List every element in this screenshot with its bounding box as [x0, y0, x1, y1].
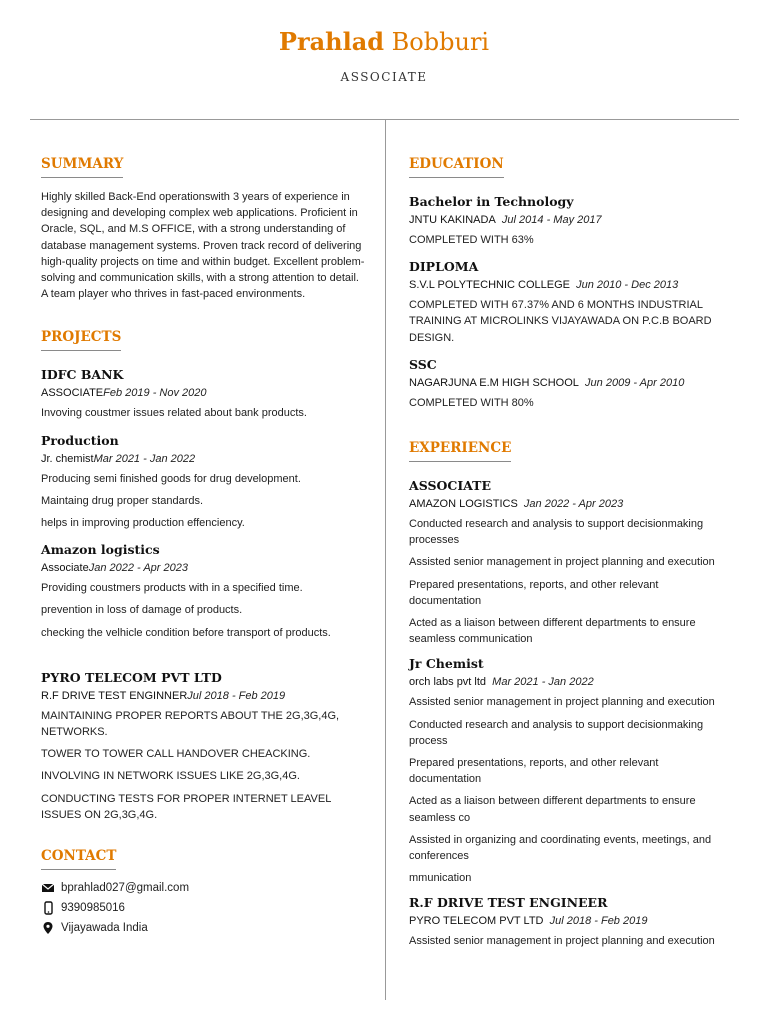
education-item	[409, 356, 729, 411]
project-bullet: checking the velhicle condition before transport of products.	[41, 626, 331, 639]
project-role: ASSOCIATE	[41, 387, 104, 400]
experience-bullet: Acted as a liaison between different departments to ensure seamless communication	[409, 617, 696, 646]
education-detail: COMPLETED WITH 67.37% AND 6 MONTHS INDUSTRIAL TRAINING AT MICROLINKS VIJAYAWADA ON P.C.B BOARD DESIGN.	[409, 299, 712, 344]
project-date: Mar 2021 - Jan 2022	[93, 452, 196, 465]
project-title: Amazon logistics	[41, 542, 160, 558]
project-item	[41, 669, 366, 823]
experience-bullet: Assisted senior management in project planning and execution	[409, 556, 715, 569]
project-role: Associate	[41, 562, 89, 575]
resume-header	[0, 26, 768, 84]
experience-bullet: Prepared presentations, reports, and other relevant documentation	[409, 578, 659, 607]
experience-company: AMAZON LOGISTICS	[409, 498, 518, 511]
experience-title: R.F DRIVE TEST ENGINEER	[409, 895, 608, 911]
contact-location-row	[41, 921, 366, 935]
experience-bullet: Conducted research and analysis to support decisionmaking process	[409, 718, 704, 747]
education-school: NAGARJUNA E.M HIGH SCHOOL	[409, 376, 579, 389]
project-bullet: Producing semi finished goods for drug development.	[41, 472, 301, 485]
experience-title: Jr Chemist	[409, 656, 484, 672]
project-bullet: Maintaing drug proper standards.	[41, 494, 204, 507]
education-item	[409, 193, 729, 248]
experience-bullet: Assisted senior management in project planning and execution	[409, 696, 715, 709]
experience-item	[409, 655, 729, 886]
project-bullet: MAINTAINING PROPER REPORTS ABOUT THE 2G,3G,4G, NETWORKS.	[41, 709, 340, 739]
experience-item	[409, 894, 729, 949]
project-title: Production	[41, 432, 119, 448]
education-detail: COMPLETED WITH 63%	[409, 234, 534, 246]
education-degree: Bachelor in Technology	[409, 194, 574, 209]
right-column	[409, 155, 729, 956]
experience-bullet: Assisted senior management in project planning and execution	[409, 935, 715, 948]
experience-bullet: Assisted in organizing and coordinating events, meetings, and conferences	[409, 833, 712, 863]
experience-heading: EXPERIENCE	[409, 440, 511, 462]
project-date: Jan 2022 - Apr 2023	[88, 562, 188, 575]
experience-bullet: mmunication	[409, 872, 472, 885]
experience-date: Jul 2018 - Feb 2019	[549, 915, 648, 928]
experience-company: orch labs pvt ltd	[409, 676, 487, 689]
education-school: JNTU KAKINADA	[409, 214, 496, 226]
left-column	[41, 155, 366, 941]
experience-date: Mar 2021 - Jan 2022	[492, 676, 594, 689]
experience-date: Jan 2022 - Apr 2023	[523, 498, 624, 511]
first-name: Prahlad	[278, 27, 385, 56]
experience-company: PYRO TELECOM PVT LTD	[409, 915, 544, 928]
phone-icon	[41, 901, 55, 915]
education-degree: SSC	[409, 356, 437, 372]
education-date: Jun 2009 - Apr 2010	[585, 376, 685, 389]
contact-email[interactable]: bprahlad027@gmail.com	[61, 882, 190, 895]
project-item	[41, 432, 366, 532]
contact-heading: CONTACT	[41, 848, 116, 870]
projects-heading: PROJECTS	[41, 329, 121, 351]
project-date: Feb 2019 - Nov 2020	[103, 387, 207, 400]
project-bullet: helps in improving production effenciency.	[41, 517, 245, 530]
column-divider	[385, 120, 386, 1000]
project-role: R.F DRIVE TEST ENGINNER	[41, 689, 188, 702]
last-name: Bobburi	[391, 28, 490, 56]
contact-phone[interactable]: 9390985016	[61, 902, 125, 915]
summary-text: Highly skilled Back-End operationswith 3 years of experience in designing and developing complex web applications. Proficient in Oracle, SQL, and M.S OFFICE, with a strong understanding of database management systems. Proven track record of delivering high-quality projects on time and within budget. Excellent problem-solving and communication skills, with a strong attention to detail. A team player who thrives in fast-paced environments.	[41, 191, 365, 301]
project-bullet: INVOLVING IN NETWORK ISSUES LIKE 2G,3G,4G.	[41, 770, 300, 783]
location-pin-icon	[41, 921, 55, 935]
experience-title: ASSOCIATE	[409, 478, 492, 494]
project-date: Jul 2018 - Feb 2019	[187, 689, 286, 702]
project-bullet: Providing coustmers products with in a specified time.	[41, 582, 303, 595]
contact-email-row	[41, 881, 366, 895]
project-bullet: prevention in loss of damage of products.	[41, 604, 243, 617]
education-degree: DIPLOMA	[409, 259, 479, 275]
education-date: Jun 2010 - Dec 2013	[576, 279, 679, 292]
project-title: PYRO TELECOM PVT LTD	[41, 669, 222, 685]
experience-bullet: Acted as a liaison between different departments to ensure seamless co	[409, 795, 696, 824]
experience-bullet: Conducted research and analysis to support decisionmaking processes	[409, 518, 704, 547]
project-bullet: TOWER TO TOWER CALL HANDOVER CHEACKING.	[41, 748, 311, 761]
candidate-name	[0, 26, 768, 58]
education-date: Jul 2014 - May 2017	[501, 214, 602, 226]
contact-phone-row	[41, 901, 366, 915]
project-item	[41, 366, 366, 421]
job-title: ASSOCIATE	[340, 70, 428, 84]
education-detail: COMPLETED WITH 80%	[409, 396, 534, 409]
experience-item	[409, 477, 729, 647]
project-title: IDFC BANK	[41, 367, 124, 383]
mail-icon	[41, 881, 55, 895]
education-item	[409, 258, 729, 346]
contact-location: Vijayawada India	[61, 922, 148, 935]
project-bullet: Invoving coustmer issues related about bank products.	[41, 407, 307, 420]
project-bullet: CONDUCTING TESTS FOR PROPER INTERNET LEAVEL ISSUES ON 2G,3G,4G.	[41, 792, 331, 821]
education-heading: EDUCATION	[409, 156, 504, 178]
project-role: Jr. chemist	[41, 452, 94, 465]
education-school: S.V.L POLYTECHNIC COLLEGE	[409, 279, 570, 292]
experience-bullet: Prepared presentations, reports, and other relevant documentation	[409, 757, 659, 786]
summary-heading: SUMMARY	[41, 156, 123, 178]
project-item	[41, 541, 366, 641]
